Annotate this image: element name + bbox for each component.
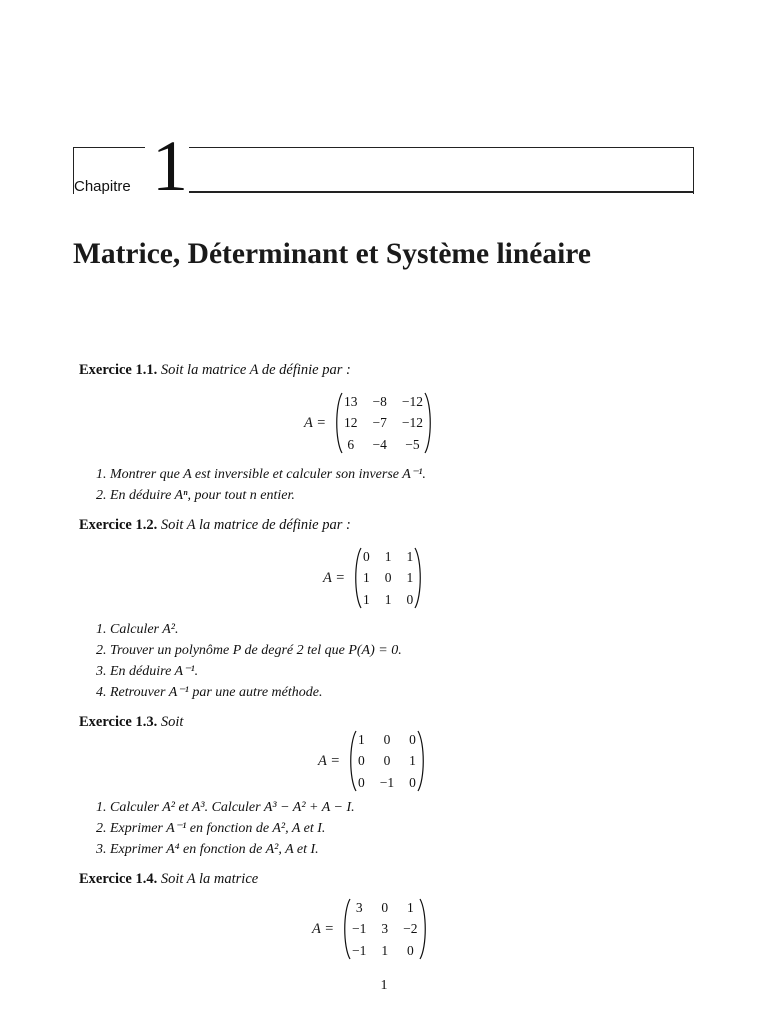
matrix-lhs: A = (323, 569, 346, 586)
matrix-cell: 1 (358, 731, 365, 747)
chapter-title: Matrice, Déterminant et Système linéaire (73, 238, 591, 270)
question-item (96, 682, 402, 703)
question-item (96, 619, 402, 640)
question-list (96, 797, 355, 860)
question-text: Retrouver A⁻¹ par une autre méthode. (106, 685, 323, 700)
matrix-equation (304, 391, 435, 455)
matrix-cell: 1 (363, 570, 370, 586)
question-text: Trouver un polynôme P de degré 2 tel que P(A) = 0. (106, 643, 402, 658)
question-number: 3. (96, 664, 107, 679)
question-number: 1. (96, 800, 107, 815)
exercise-label: Exercice 1.4. (79, 871, 158, 887)
right-paren (413, 546, 425, 610)
exercise-heading (79, 714, 183, 731)
question-number: 1. (96, 622, 107, 637)
matrix-cell: 0 (358, 753, 365, 769)
question-item (96, 661, 402, 682)
matrix (358, 729, 416, 794)
question-list (96, 464, 426, 506)
page-number: 1 (380, 978, 388, 993)
matrix-cell: 1 (406, 899, 414, 915)
exercise-intro: Soit A la matrice de définie par : (160, 517, 351, 533)
question-number: 3. (96, 842, 107, 857)
matrix-cell: −1 (352, 921, 367, 937)
matrix (363, 546, 413, 611)
matrix-lhs: A = (304, 414, 327, 431)
matrix-cell: 0 (358, 774, 365, 790)
left-paren (332, 391, 344, 455)
matrix-cell: −5 (405, 436, 420, 452)
exercise-heading (79, 871, 258, 888)
matrix-cell: −12 (401, 415, 424, 431)
matrix-cell: 0 (409, 731, 416, 747)
matrix-cell: 1 (409, 753, 416, 769)
matrix-cell: 0 (406, 591, 414, 607)
matrix-cell: 0 (384, 570, 392, 586)
chapter-number: 1 (152, 126, 188, 206)
chapter-label: Chapitre (74, 178, 131, 195)
question-item (96, 818, 355, 839)
chapter-rule (189, 191, 694, 193)
right-paren (423, 391, 435, 455)
matrix-cell: 0 (409, 774, 416, 790)
matrix-lhs: A = (312, 920, 335, 937)
exercise-heading (79, 362, 351, 379)
question-item (96, 464, 426, 485)
matrix-cell: 3 (355, 899, 363, 915)
question-text: En déduire Aⁿ, pour tout n entier. (106, 488, 295, 503)
matrix-cell: −2 (403, 921, 418, 937)
exercise-label: Exercice 1.3. (79, 714, 158, 730)
matrix-cell: 13 (344, 393, 358, 409)
right-paren (416, 729, 428, 793)
question-text: Calculer A². (106, 622, 179, 637)
matrix-equation (312, 897, 430, 961)
matrix (344, 391, 423, 456)
question-number: 2. (96, 643, 107, 658)
question-item (96, 485, 426, 506)
matrix-cell: 1 (363, 591, 370, 607)
exercise-label: Exercice 1.1. (79, 362, 158, 378)
question-list (96, 619, 402, 703)
matrix-cell: 0 (363, 548, 370, 564)
matrix-cell: −7 (372, 415, 387, 431)
matrix-cell: 0 (381, 899, 389, 915)
question-number: 1. (96, 467, 107, 482)
left-paren (351, 546, 363, 610)
matrix-cell: −12 (401, 393, 424, 409)
question-number: 2. (96, 821, 107, 836)
question-number: 2. (96, 488, 107, 503)
question-text: Exprimer A⁴ en fonction de A², A et I. (106, 842, 319, 857)
matrix-cell: −4 (372, 436, 387, 452)
question-item (96, 797, 355, 818)
matrix-cell: 0 (383, 731, 391, 747)
matrix-cell: 1 (384, 548, 392, 564)
matrix-cell: −1 (352, 942, 367, 958)
question-text: Exprimer A⁻¹ en fonction de A², A et I. (106, 821, 326, 836)
question-text: Montrer que A est inversible et calculer son inverse A⁻¹. (106, 467, 426, 482)
matrix-equation (323, 546, 425, 610)
question-text: En déduire A⁻¹. (106, 664, 199, 679)
matrix-cell: 0 (406, 942, 414, 958)
matrix-cell: −1 (379, 774, 395, 790)
matrix-cell: 1 (381, 942, 389, 958)
left-paren (346, 729, 358, 793)
question-item (96, 839, 355, 860)
exercise-intro: Soit A la matrice (160, 871, 259, 887)
matrix-cell: −8 (372, 393, 387, 409)
matrix-cell: 3 (381, 921, 389, 937)
matrix-cell: 6 (347, 436, 355, 452)
exercise-heading (79, 517, 351, 534)
exercise-intro: Soit (160, 714, 184, 730)
matrix-cell: 1 (406, 570, 414, 586)
question-number: 4. (96, 685, 107, 700)
matrix-cell: 1 (384, 591, 392, 607)
left-paren (340, 897, 352, 961)
question-item (96, 640, 402, 661)
right-paren (418, 897, 430, 961)
matrix (352, 897, 418, 962)
matrix-equation (318, 729, 428, 793)
question-text: Calculer A² et A³. Calculer A³ − A² + A − I. (106, 800, 355, 815)
matrix-cell: 0 (383, 753, 391, 769)
matrix-cell: 12 (344, 415, 358, 431)
matrix-lhs: A = (318, 752, 341, 769)
matrix-cell: 1 (406, 548, 414, 564)
exercise-label: Exercice 1.2. (79, 517, 158, 533)
exercise-intro: Soit la matrice A de définie par : (160, 362, 351, 378)
